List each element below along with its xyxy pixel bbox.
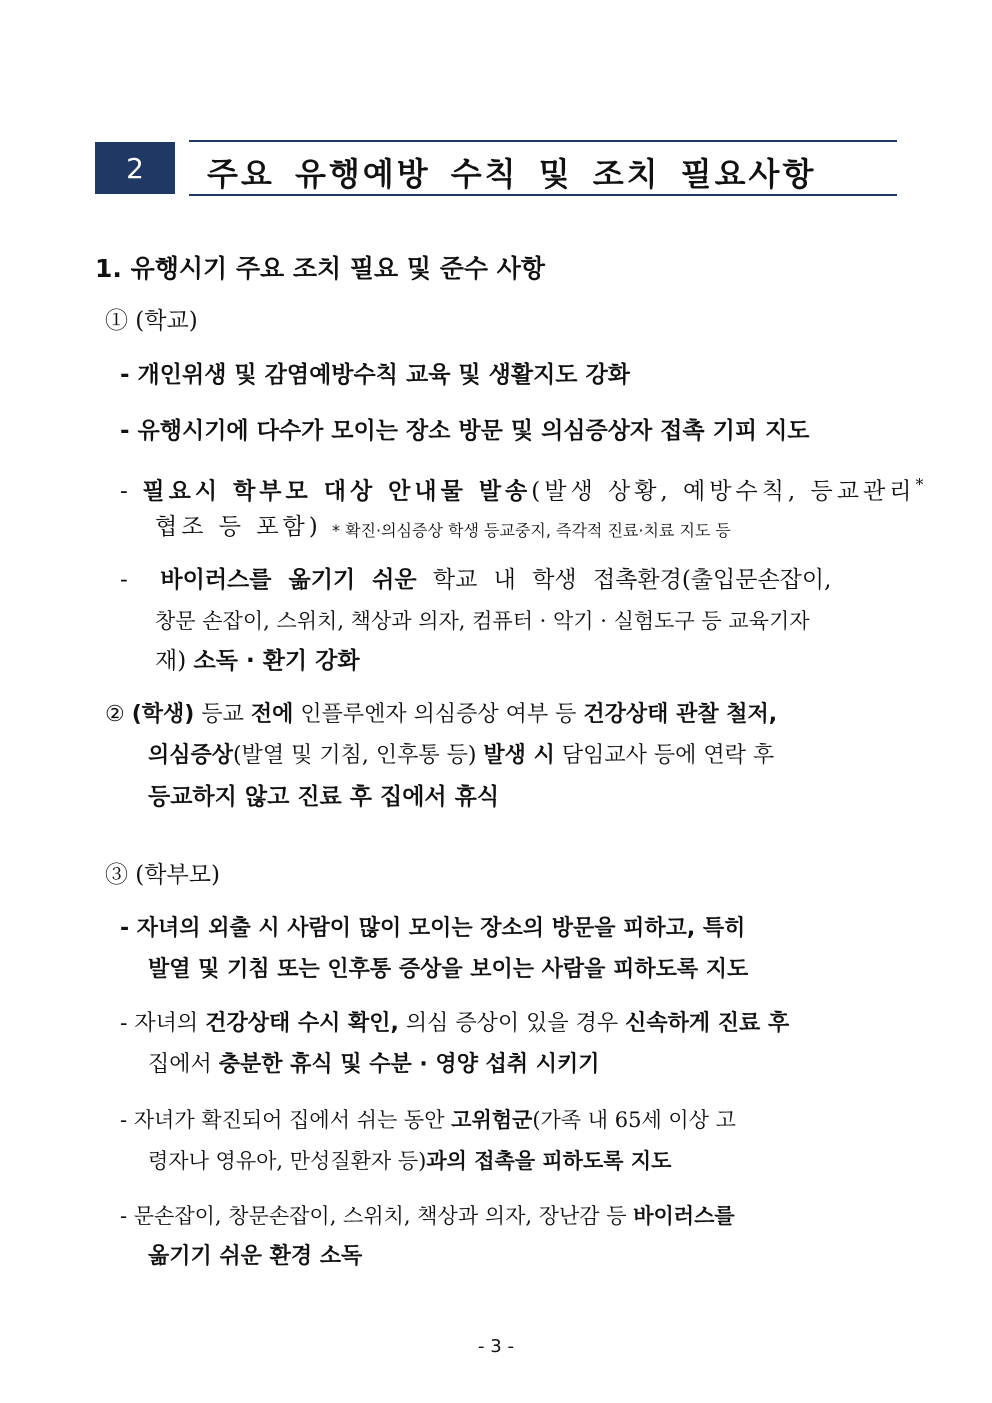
section-title-box	[189, 140, 897, 196]
parents-item-2-line-2	[148, 1050, 600, 1080]
school-item-3-bold: 필요시 학부모 대상 안내물 발송	[142, 478, 532, 505]
school-item-4-line-1	[120, 565, 831, 595]
parents-bold: 바이러스를	[633, 1204, 735, 1228]
parents-bold: 신속하게 진료 후	[625, 1011, 790, 1036]
school-item-3-note: * 확진·의심증상 학생 등교중지, 즉각적 진료·치료 지도 등	[332, 521, 731, 540]
student-bold: 의심증상	[148, 743, 234, 768]
school-item-3-rest: (발생 상황, 예방수칙, 등교관리	[531, 478, 916, 505]
parents-item-1-line-2: 발열 및 기침 또는 인후통 증상을 보이는 사람을 피하도록 지도	[148, 957, 749, 982]
school-item-4-line-2: 창문 손잡이, 스위치, 책상과 의자, 컴퓨터 · 악기 · 실험도구 등 교육기자	[155, 609, 810, 633]
parents-label: ③ (학부모)	[105, 862, 220, 888]
parents-text: 집에서	[148, 1052, 212, 1077]
footnote-mark: *	[915, 475, 924, 494]
parents-text: (가족 내 65세 이상 고	[532, 1108, 736, 1132]
parents-text: 의심 증상이 있을 경우	[405, 1011, 619, 1036]
parents-text: 령자나 영유아, 만성질환자 등)	[148, 1149, 427, 1173]
parents-bold: 과의 접촉을 피하도록 지도	[426, 1149, 672, 1173]
section-title: 주요 유행예방 수칙 및 조치 필요사항	[207, 155, 817, 193]
school-item-3-line-2: 협조 등 포함)	[155, 514, 322, 540]
parents-text: - 문손잡이, 창문손잡이, 스위치, 책상과 의자, 장난감 등	[120, 1204, 627, 1228]
school-item-1: - 개인위생 및 감염예방수칙 교육 및 생활지도 강화	[120, 362, 630, 388]
page-number: - 3 -	[478, 1336, 514, 1357]
student-text: (발열 및 기침, 인후통 등)	[233, 743, 477, 768]
dash: -	[120, 478, 128, 505]
school-item-3-line-1	[120, 470, 923, 507]
parents-item-3-line-1	[120, 1105, 736, 1135]
student-text: 등교	[201, 702, 244, 727]
student-num: ②	[105, 702, 125, 727]
student-text: 담임교사 등에 연락 후	[561, 743, 775, 768]
parents-item-4-line-1	[120, 1201, 735, 1231]
heading: 1. 유행시기 주요 조치 필요 및 준수 사항	[95, 254, 546, 283]
dash: -	[120, 567, 128, 593]
student-line-2	[148, 741, 774, 771]
student-line-1	[105, 700, 777, 730]
section-number: 2	[95, 142, 175, 194]
student-line-3: 등교하지 않고 진료 후 집에서 휴식	[148, 784, 500, 810]
student-bold: 발생 시	[483, 743, 555, 768]
parents-item-2-line-1	[120, 1009, 789, 1039]
parents-item-3-line-2	[148, 1146, 671, 1176]
parents-text: - 자녀가 확진되어 집에서 쉬는 동안	[120, 1108, 445, 1132]
parents-bold: 건강상태 수시 확인,	[205, 1011, 399, 1036]
student-text: 인플루엔자 의심증상 여부 등	[300, 702, 577, 727]
school-item-2: - 유행시기에 다수가 모이는 장소 방문 및 의심증상자 접촉 기피 지도	[120, 418, 810, 444]
school-item-4-l3-bold: 소독 · 환기 강화	[193, 648, 360, 674]
section-header	[95, 140, 897, 194]
school-item-4-bold: 바이러스를 옮기기 쉬운	[160, 567, 417, 593]
student-label: (학생)	[131, 702, 195, 727]
school-item-4-line-3	[155, 646, 360, 676]
school-item-4-l3-rest: 재)	[155, 648, 187, 674]
parents-text: - 자녀의	[120, 1011, 199, 1036]
student-bold: 건강상태 관찰 철저,	[583, 702, 778, 727]
parents-bold: 충분한 휴식 및 수분 · 영양 섭취 시키기	[218, 1052, 600, 1077]
school-label: ① (학교)	[105, 308, 198, 334]
parents-item-4-line-2: 옮기기 쉬운 환경 소독	[148, 1244, 363, 1269]
school-item-4-rest: 학교 내 학생 접촉환경(출입문손잡이,	[432, 567, 832, 593]
parents-item-1-line-1: - 자녀의 외출 시 사람이 많이 모이는 장소의 방문을 피하고, 특히	[120, 916, 746, 941]
student-bold: 전에	[250, 702, 294, 727]
parents-bold: 고위험군	[451, 1108, 533, 1132]
